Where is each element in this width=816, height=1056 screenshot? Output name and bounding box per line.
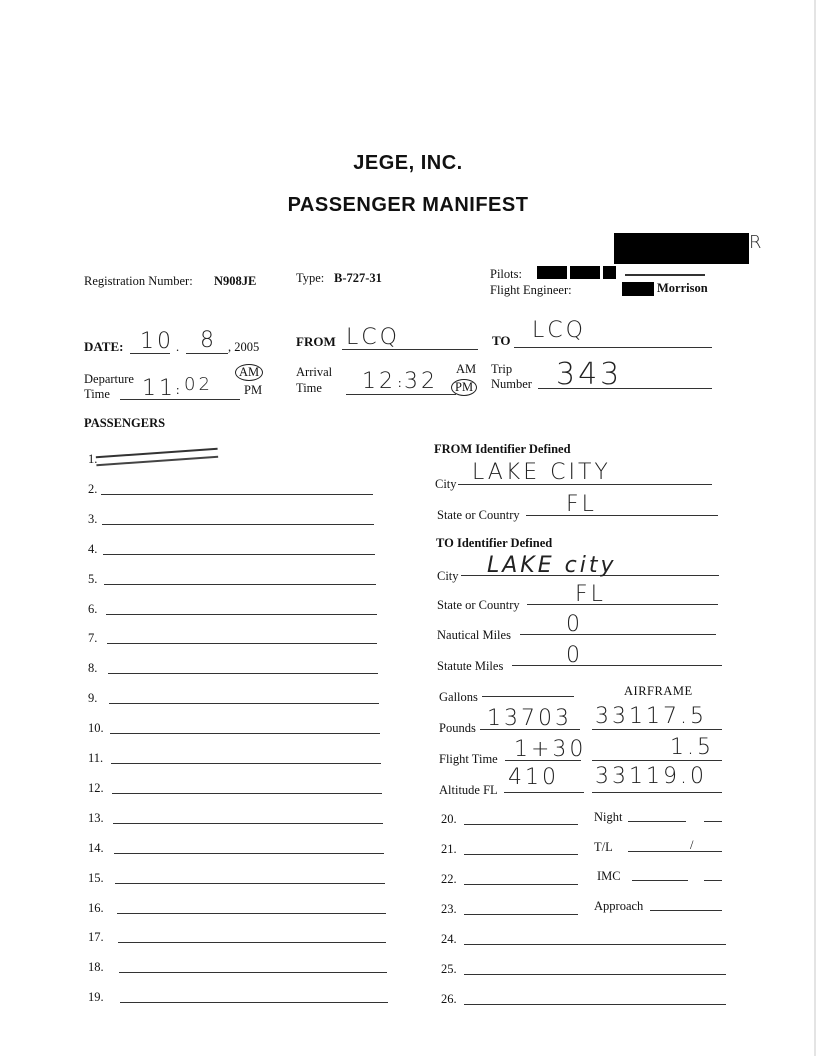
passenger-row-line xyxy=(104,584,375,585)
departure-pm: PM xyxy=(244,383,263,397)
passenger-row-line xyxy=(102,524,374,525)
passenger-row-number: 3. xyxy=(88,511,98,526)
from-label: FROM xyxy=(296,334,336,349)
passenger-row-number: 22. xyxy=(441,872,457,886)
passenger-row-number: 13. xyxy=(88,810,104,825)
type-label: Type: xyxy=(296,271,325,285)
passenger-row-line xyxy=(117,913,386,914)
type-value: B-727-31 xyxy=(334,271,382,285)
nautical-miles-value: 0 xyxy=(566,612,583,637)
redaction-block xyxy=(570,266,600,279)
passenger-row-line xyxy=(119,972,388,973)
passenger-row-line xyxy=(111,763,381,764)
gallons-line xyxy=(482,696,574,697)
passenger-row-number: 26. xyxy=(441,992,457,1006)
trip-label: Trip xyxy=(491,362,513,376)
from-identifier-heading: FROM Identifier Defined xyxy=(434,442,571,456)
departure-colon: : xyxy=(176,383,180,397)
registration-value: N908JE xyxy=(214,274,257,288)
pounds-airframe-value: 33117.5 xyxy=(595,704,707,729)
to-state-value: FL xyxy=(575,582,606,607)
passenger-row-number: 19. xyxy=(88,990,104,1005)
arrival-label: Arrival xyxy=(296,365,333,379)
departure-time-label: Time xyxy=(84,387,110,401)
arrival-am: AM xyxy=(456,362,477,376)
arrival-line xyxy=(346,394,456,395)
passenger-row-number: 12. xyxy=(88,780,104,795)
altitude-line xyxy=(504,792,584,793)
passenger-row-number: 9. xyxy=(88,691,98,706)
departure-am-circled: AM xyxy=(235,364,263,381)
from-state-value: FL xyxy=(566,492,597,517)
date-separator: . xyxy=(176,340,180,354)
passenger-row-line xyxy=(107,643,378,644)
trip-value: 343 xyxy=(556,357,623,392)
from-state-label: State or Country xyxy=(437,508,520,522)
departure-label: Departure xyxy=(84,372,134,386)
passenger-row-line xyxy=(464,914,578,915)
passenger-row-line xyxy=(108,673,379,674)
passenger-row-line xyxy=(101,494,373,495)
arrival-time-label: Time xyxy=(296,381,322,395)
statute-miles-label: Statute Miles xyxy=(437,659,504,673)
statute-miles-value: 0 xyxy=(566,643,583,668)
arrival-pm-circled: PM xyxy=(451,379,477,396)
redaction-block xyxy=(614,233,749,264)
company-name: JEGE, INC. xyxy=(353,152,463,174)
passenger-row-number: 10. xyxy=(88,721,104,736)
altitude-label: Altitude FL xyxy=(439,783,498,797)
pilot-name-fragment: R xyxy=(749,232,765,253)
from-state-line xyxy=(526,515,718,516)
passenger-row-number: 16. xyxy=(88,900,104,915)
gallons-label: Gallons xyxy=(439,690,478,704)
passenger-row-number: 2. xyxy=(88,481,98,496)
flight-time-airframe-value: 1.5 xyxy=(670,735,714,760)
flight-engineer-value: Morrison xyxy=(657,281,708,295)
from-city-value: LAKE CITY xyxy=(472,460,611,485)
flight-time-value: 1+30 xyxy=(514,737,587,762)
arrival-colon: : xyxy=(398,376,402,390)
passenger-row-number: 6. xyxy=(88,601,98,616)
departure-minute: 02 xyxy=(184,374,213,395)
passenger-row-line xyxy=(112,793,382,794)
date-day-line xyxy=(186,353,228,354)
imc-line-1 xyxy=(632,880,688,881)
pilots-label: Pilots: xyxy=(490,267,522,281)
altitude-value: 410 xyxy=(508,765,559,790)
to-state-label: State or Country xyxy=(437,598,520,612)
passenger-row-line xyxy=(464,854,578,855)
date-label: DATE: xyxy=(84,339,124,354)
passenger-row-number: 17. xyxy=(88,930,104,945)
departure-hour: 11 xyxy=(142,376,176,401)
passenger-row-number: 1. xyxy=(88,452,98,466)
arrival-hour: 12 xyxy=(362,369,396,394)
altitude-airframe-value: 33119.0 xyxy=(595,764,707,789)
from-value: LCQ xyxy=(346,325,400,350)
passenger-row-number: 15. xyxy=(88,870,104,885)
approach-line xyxy=(650,910,722,911)
passenger-row-line xyxy=(464,944,726,945)
passenger-row-number: 25. xyxy=(441,962,457,976)
date-month: 10 xyxy=(140,329,174,354)
passenger-row-number: 14. xyxy=(88,840,104,855)
redaction-block xyxy=(622,282,654,296)
passenger-row-number: 18. xyxy=(88,960,104,975)
document-title: PASSENGER MANIFEST xyxy=(287,194,529,216)
redaction-block xyxy=(537,266,567,279)
airframe-label: AIRFRAME xyxy=(624,684,693,698)
passenger-row-line xyxy=(113,823,383,824)
arrival-minute: 32 xyxy=(404,369,438,394)
to-value: LCQ xyxy=(532,318,586,343)
tl-label: T/L xyxy=(594,840,613,854)
passenger-row-number: 20. xyxy=(441,812,457,826)
departure-line xyxy=(120,399,240,400)
to-label: TO xyxy=(492,333,511,348)
passenger-row-number: 7. xyxy=(88,631,98,646)
passenger-row-line xyxy=(106,614,377,615)
nautical-miles-line xyxy=(520,634,716,635)
night-line-2 xyxy=(704,821,722,822)
registration-label: Registration Number: xyxy=(84,274,193,288)
to-city-label: City xyxy=(437,569,459,583)
to-identifier-heading: TO Identifier Defined xyxy=(436,536,553,550)
passenger-row-number: 21. xyxy=(441,842,457,856)
passenger-row-number: 24. xyxy=(441,932,457,946)
passenger-row-line xyxy=(120,1002,388,1003)
flight-time-airframe-line xyxy=(592,760,722,761)
altitude-airframe-line xyxy=(592,792,722,793)
passenger-row-line xyxy=(464,974,726,975)
passenger-row-line xyxy=(114,853,383,854)
pounds-label: Pounds xyxy=(439,721,476,735)
date-day: 8 xyxy=(200,328,217,353)
passenger-row-line xyxy=(464,824,578,825)
statute-miles-line xyxy=(512,665,722,666)
scribbled-out-name xyxy=(96,448,218,466)
trip-number-label: Number xyxy=(491,377,532,391)
passenger-row-line xyxy=(109,703,379,704)
passenger-row-line xyxy=(110,733,380,734)
approach-label: Approach xyxy=(594,899,644,913)
flight-time-label: Flight Time xyxy=(439,752,498,766)
flight-engineer-label: Flight Engineer: xyxy=(490,283,572,297)
pounds-airframe-line xyxy=(592,729,722,730)
redaction-block xyxy=(603,266,616,279)
pounds-value: 13703 xyxy=(487,706,572,731)
passenger-row-number: 4. xyxy=(88,541,98,556)
passenger-row-line xyxy=(464,884,578,885)
struck-out-name xyxy=(625,264,705,276)
passenger-row-line xyxy=(118,942,387,943)
from-city-label: City xyxy=(435,477,457,491)
imc-label: IMC xyxy=(597,869,621,883)
passenger-row-line xyxy=(464,1004,726,1005)
passenger-row-line xyxy=(103,554,374,555)
passenger-row-number: 11. xyxy=(88,751,104,765)
nautical-miles-label: Nautical Miles xyxy=(437,628,511,642)
to-state-line xyxy=(527,604,718,605)
to-line xyxy=(514,347,712,348)
passenger-row-line xyxy=(115,883,384,884)
passengers-heading: PASSENGERS xyxy=(84,416,166,430)
passenger-row-number: 23. xyxy=(441,902,457,916)
imc-line-2 xyxy=(704,880,722,881)
date-year: , 2005 xyxy=(228,340,260,354)
passenger-row-number: 8. xyxy=(88,661,98,676)
tl-separator: / xyxy=(690,838,694,852)
night-label: Night xyxy=(594,810,623,824)
to-city-value: LAKE city xyxy=(487,553,617,578)
tl-line xyxy=(628,851,722,852)
night-line-1 xyxy=(628,821,686,822)
passenger-row-number: 5. xyxy=(88,571,98,586)
